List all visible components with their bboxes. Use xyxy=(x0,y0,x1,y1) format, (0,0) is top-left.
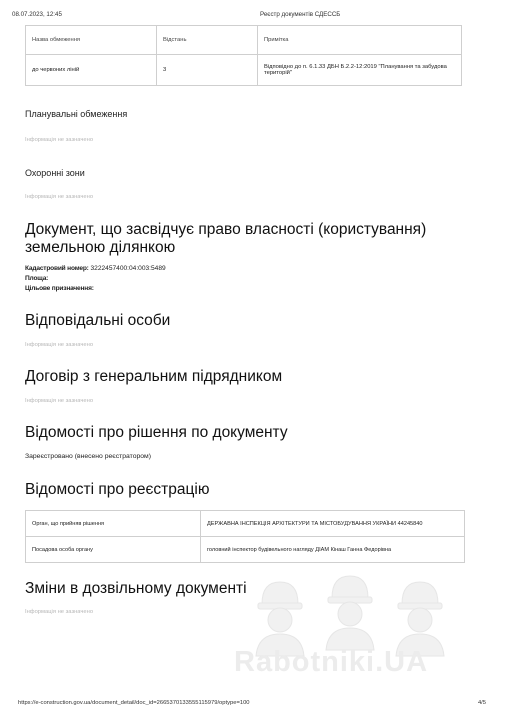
cadastral-number-value: 3222457400:04:003:5489 xyxy=(90,265,166,272)
registration-key-cell: Орган, що прийняв рішення xyxy=(26,511,201,537)
document-url[interactable]: https://e-construction.gov.ua/document_detail/doc_id=2665370133555115979/optype=100 xyxy=(18,700,250,706)
print-date: 08.07.2023, 12:45 xyxy=(12,11,62,18)
permit-changes-placeholder: Інформація не зазначено xyxy=(25,609,94,615)
area-label: Площа: xyxy=(25,275,49,282)
area-field xyxy=(25,275,48,283)
restriction-name-cell: до червоних ліній xyxy=(26,55,157,86)
planning-restrictions-placeholder: Інформація не зазначено xyxy=(25,137,94,143)
planning-restrictions-title: Планувальні обмеження xyxy=(25,109,128,119)
table-row xyxy=(26,537,465,563)
protection-zones-placeholder: Інформація не зазначено xyxy=(25,194,94,200)
registration-table xyxy=(25,510,465,563)
watermark-text: Rabotniki.UA xyxy=(234,646,429,678)
cadastral-number xyxy=(25,265,166,273)
table-row xyxy=(26,55,462,86)
registration-key-cell: Посадова особа органу xyxy=(26,537,201,563)
table-row xyxy=(26,511,465,537)
column-header-name: Назва обмеження xyxy=(26,26,157,55)
table-header-row xyxy=(26,26,462,55)
contract-title: Договір з генеральним підрядником xyxy=(25,368,283,385)
registration-value-cell: головний інспектор будівельного нагляду ДІАМ Кінаш Ганна Федорівна xyxy=(201,537,465,563)
column-header-note: Примітка xyxy=(258,26,462,55)
responsible-persons-title: Відповідальні особи xyxy=(25,312,171,329)
cadastral-number-label: Кадастровий номер: xyxy=(25,265,89,272)
workers-watermark-icon xyxy=(214,566,496,700)
protection-zones-title: Охоронні зони xyxy=(25,168,85,178)
print-title: Реєстр документів СДЕССБ xyxy=(260,11,341,18)
registration-title: Відомості про реєстрацію xyxy=(25,481,210,498)
column-header-distance: Відстань xyxy=(157,26,258,55)
responsible-persons-placeholder: Інформація не зазначено xyxy=(25,342,94,348)
restriction-distance-cell: 3 xyxy=(157,55,258,86)
purpose-label: Цільове призначення: xyxy=(25,285,94,292)
restriction-note-cell: Відповідно до п. 6.1.33 ДБН Б.2.2-12:2019 "Планування та забудова територій" xyxy=(258,55,462,86)
page-number: 4/5 xyxy=(477,700,486,706)
contract-placeholder: Інформація не зазначено xyxy=(25,398,94,404)
permit-changes-title: Зміни в дозвільному документі xyxy=(25,580,247,597)
decision-title: Відомості про рішення по документу xyxy=(25,424,288,441)
registration-value-cell: ДЕРЖАВНА ІНСПЕКЦІЯ АРХІТЕКТУРИ ТА МІСТОБУДУВАННЯ УКРАЇНИ 44245840 xyxy=(201,511,465,537)
ownership-document-title: Документ, що засвідчує право власності (користування) земельною ділянкою xyxy=(25,221,427,256)
restrictions-table xyxy=(25,25,462,86)
purpose-field xyxy=(25,285,94,293)
decision-status: Зареєстровано (внесено реєстратором) xyxy=(25,453,151,460)
print-header xyxy=(12,11,496,21)
